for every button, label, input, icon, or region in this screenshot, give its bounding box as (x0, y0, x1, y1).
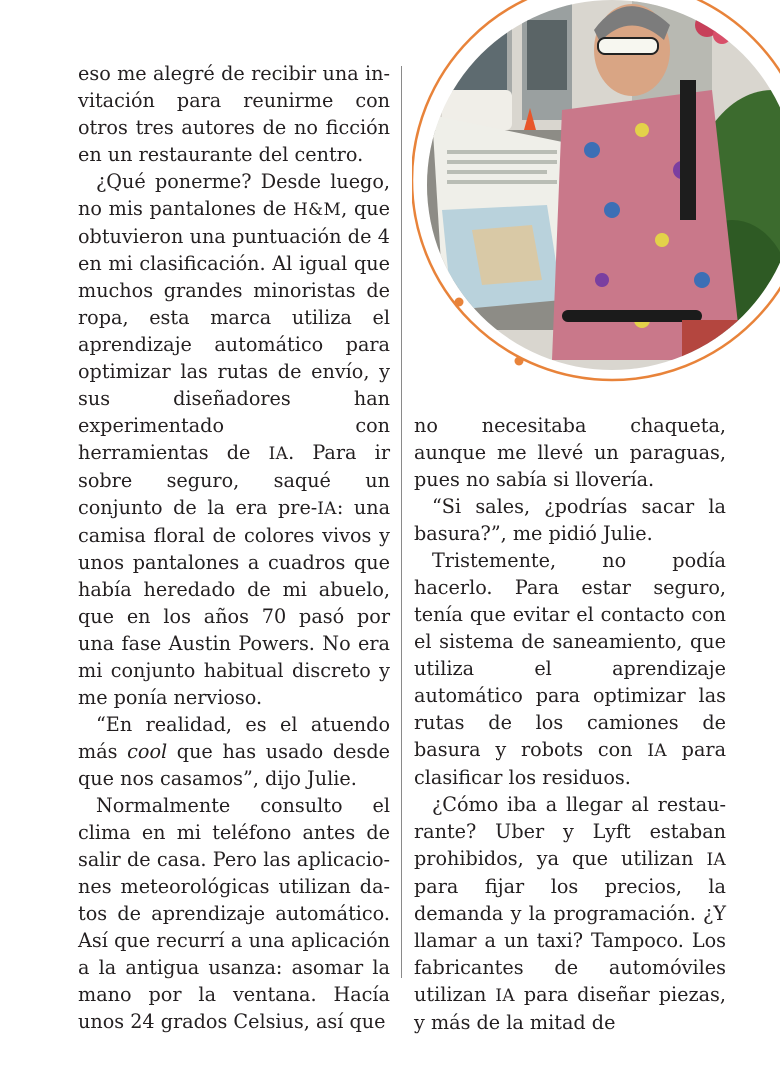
ia-abbrev: IA (706, 849, 726, 869)
paragraph (414, 547, 726, 791)
circular-photo (412, 0, 780, 400)
text-run: “En realidad, es el atuendo más (78, 713, 390, 763)
text-run: : una camisa floral de colores vivos y unos pantalones a cuadros que había heredado de mi abuelo, que en los años 70 pasó por una fase Austin Powers. No era mi conjunto habitual discreto y me ponía nervioso. (78, 496, 391, 709)
article-column-right (414, 412, 726, 1036)
text-run: para clasificar los residuos. (414, 738, 727, 789)
paragraph (414, 791, 726, 1036)
paragraph: “Si sales, ¿podrías sacar la basura?”, me pidió Julie. (414, 495, 726, 545)
text-run: ¿Cómo iba a llegar al restaurante? Uber y Lyft estaban prohibidos, ya que utilizan (414, 793, 726, 870)
column-divider (401, 66, 402, 978)
orange-dot-left (455, 298, 464, 307)
paragraph: no necesitaba chaqueta, aunque me llevé un paraguas, pues no sabía si llovería. (414, 414, 726, 491)
text-run: , que obtuvieron una puntuación de 4 en mi clasificación. Al igual que muchos grandes minoristas de ropa, esta marca utiliza el aprendizaje automático para optimizar las rutas de envío, y sus diseñadores han experimentado con herramientas de (78, 197, 390, 464)
text-run: . Para ir sobre seguro, saqué un conjunto de la era pre- (78, 441, 390, 519)
ia-abbrev: IA (647, 740, 667, 760)
paragraph: Normalmente consulto el clima en mi teléfono antes de salir de casa. Pero las aplicaciones meteorológicas utilizan datos de aprendizaje automático. Así que recurrí a una aplicación a la antigua usanza: asomar la mano por la ventana. Hacía unos 24 grados Celsius, así que (78, 794, 390, 1033)
ia-abbrev: IA (268, 443, 289, 463)
brand-name: H&M (293, 199, 342, 219)
ia-abbrev: IA (317, 498, 337, 518)
text-run: ¿Qué ponerme? Desde luego, no mis pantalones de (78, 170, 390, 220)
paragraph (78, 168, 390, 711)
paragraph: eso me alegré de recibir una invitación para reunirme con otros tres autores de no ficción en un restaurante del centro. (78, 62, 390, 166)
text-run: para diseñar piezas, y más de la mitad de (414, 983, 726, 1034)
text-run: para fijar los precios, la demanda y la programación. ¿Y llamar a un taxi? Tampoco. Los fabricantes de automóviles utilizan (414, 875, 726, 1006)
photo-content (412, 0, 780, 400)
ia-abbrev: IA (495, 985, 515, 1005)
text-run: que has usado desde que nos casamos”, dijo Julie. (78, 740, 390, 790)
text-run: Tristemente, no podía hacerlo. Para estar seguro, tenía que evitar el contacto con el sistema de saneamiento, que utiliza el aprendizaje automático para optimizar las rutas de los camiones de basura y robots con (414, 549, 726, 761)
orange-dot-bottom (515, 357, 524, 366)
article-column-left (78, 60, 390, 1035)
photo-figure (412, 0, 780, 400)
paragraph (78, 711, 390, 792)
italic-word: cool (127, 740, 168, 763)
